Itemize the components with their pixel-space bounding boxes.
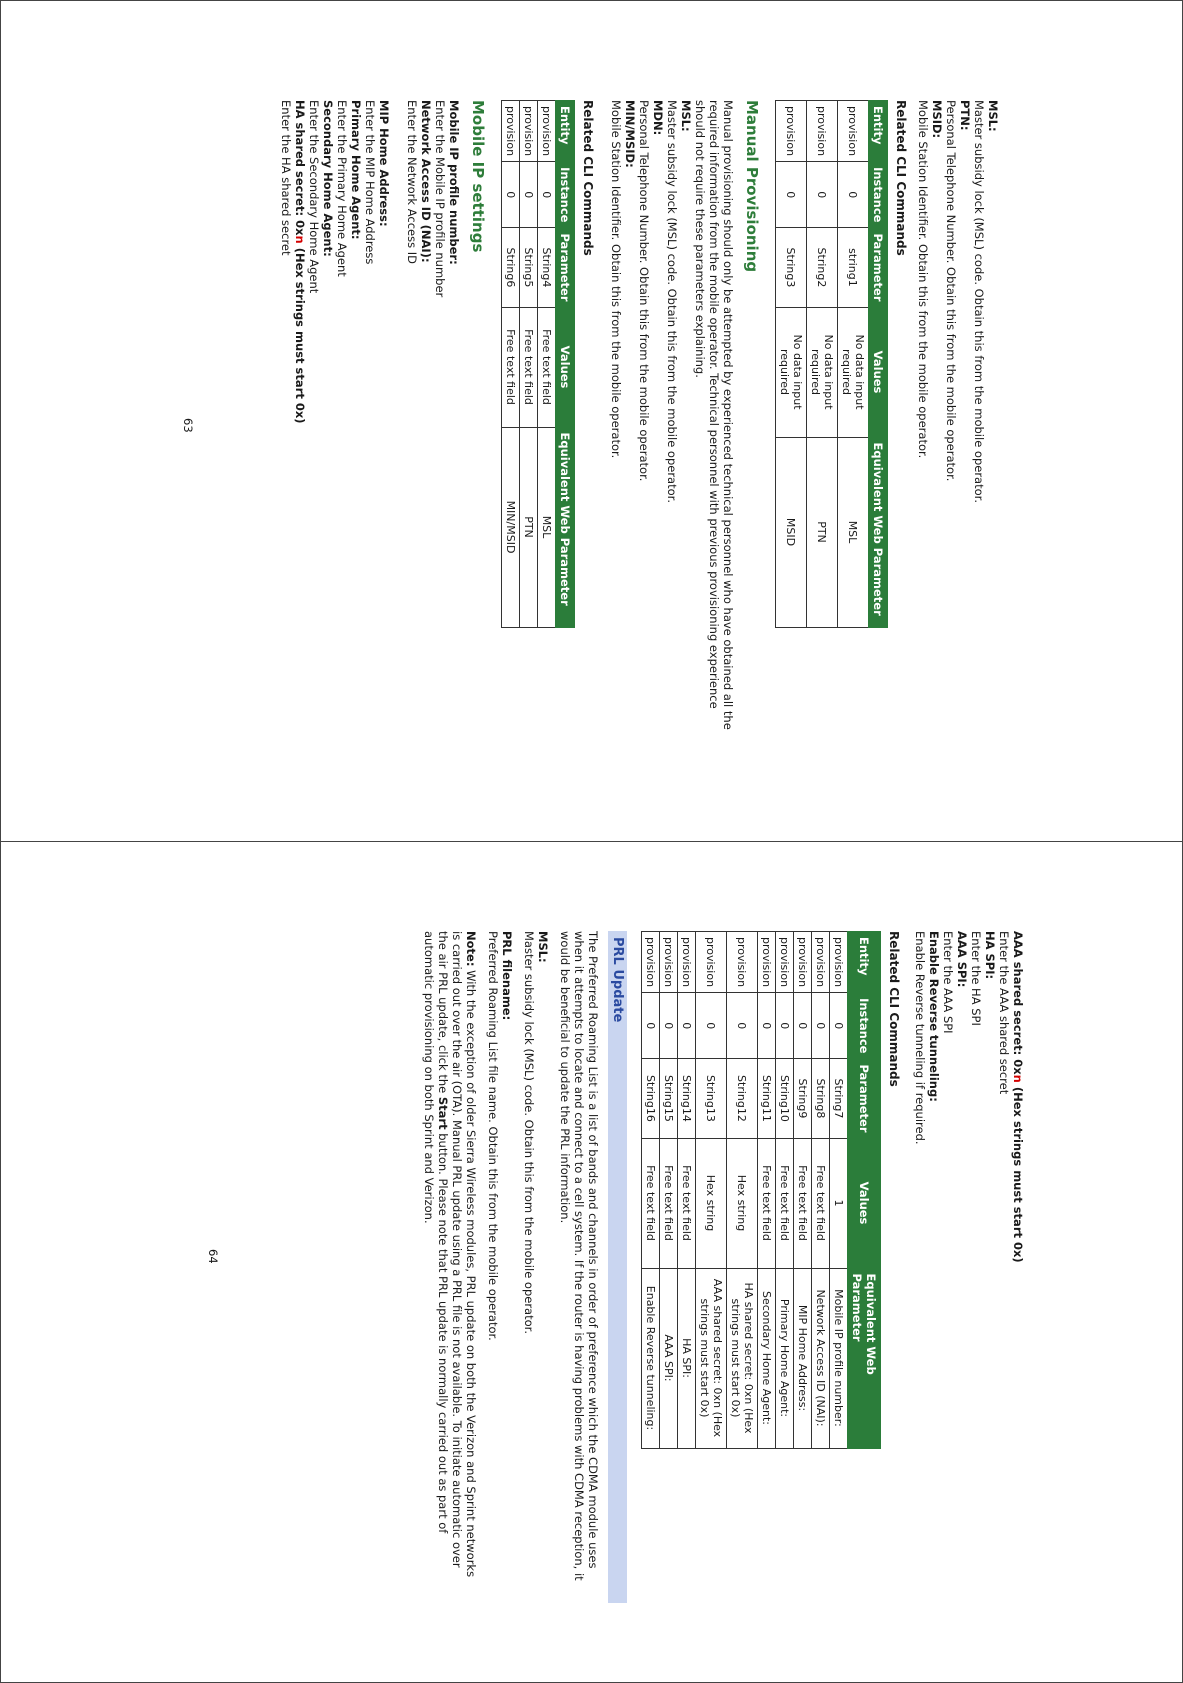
aaa-shared-secret-text: Enter the AAA shared secret: [997, 931, 1011, 1095]
cli-heading-3: Related CLI Commands: [887, 931, 901, 1087]
msl2-label: MSL:: [679, 100, 693, 132]
ha-shared-secret-label: HA shared secret: 0xn (Hex strings must start 0x): [293, 100, 307, 424]
msl2-text: Master subsidy lock (MSL) code. Obtain this from the mobile operator.: [665, 100, 679, 503]
note-paragraph: Note: With the exception of older Sierra Wireless modules, PRL update on both the Verizon and Sprint networks is carried out over the air (OTA). Manual PRL update using a PRL file is not available. To initiate automatic over the air PRL update, click the Start button. Please note that PRL update is normally carried out as part of automatic provisioning on both Sprint and Verizon.: [422, 931, 478, 1578]
msl-text: Master subsidy lock (MSL) code. Obtain this from the mobile operator.: [972, 100, 986, 503]
table-row: provision 0 string1 No data input required MSL: [838, 101, 869, 628]
mip-profile-text: Enter the Mobile IP profile number: [433, 100, 447, 298]
page-divider: [0, 841, 1183, 842]
mdn-text: Personal Telephone Number. Obtain this from the mobile operator.: [637, 100, 651, 482]
cli-table-3: [641, 931, 881, 1449]
ptn-text: Personal Telephone Number. Obtain this from the mobile operator.: [944, 100, 958, 482]
table-header: Parameter: [869, 228, 888, 307]
nai-label: Network Access ID (NAI):: [419, 100, 433, 263]
ha-shared-secret-text: Enter the HA shared secret: [279, 100, 293, 256]
manual-provisioning-text: Manual provisioning should only be attempted by experienced technical personnel who have obtained all the required information from the mobile operator. Technical personnel with previous provisioning experience should not require these parameters explaining.: [693, 100, 735, 730]
ha-spi-text: Enter the HA SPI: [969, 931, 983, 1026]
page-64: [125, 931, 1025, 1611]
aaa-shared-secret-label: AAA shared secret: 0xn (Hex strings must start 0x): [1011, 931, 1025, 1263]
table-row: provision 0 String11 Free text field Secondary Home Agent:: [758, 932, 776, 1449]
table-header: Values: [556, 307, 575, 427]
table-row: provision 0 String15 Free text field AAA SPI:: [660, 932, 678, 1449]
table-header: Parameter: [556, 228, 575, 307]
table-row: provision 0 String10 Free text field Primary Home Agent:: [776, 932, 794, 1449]
min-msid-text: Mobile Station Identifier. Obtain this from the mobile operator.: [609, 100, 623, 459]
table-row: provision 0 String6 Free text field MIN/MSID: [502, 101, 520, 628]
secondary-home-agent-label: Secondary Home Agent:: [321, 100, 335, 257]
cli-heading-1: Related CLI Commands: [894, 100, 908, 256]
prl-filename-text: Preferred Roaming List file name. Obtain this from the mobile operator.: [486, 931, 500, 1341]
table-header: Equivalent Web Parameter: [848, 1268, 881, 1448]
table-row: provision 0 String3 No data input required MSID: [776, 101, 807, 628]
secondary-home-agent-text: Enter the Secondary Home Agent: [307, 100, 321, 294]
cli-table-2: [501, 100, 575, 628]
mip-home-address-text: Enter the MIP Home Address: [363, 100, 377, 265]
table-header: Entity: [848, 932, 881, 993]
primary-home-agent-text: Enter the Primary Home Agent: [335, 100, 349, 277]
mip-home-address-label: MIP Home Address:: [377, 100, 391, 227]
cli-table-1: [775, 100, 888, 628]
msl-text: Master subsidy lock (MSL) code. Obtain this from the mobile operator.: [522, 931, 536, 1334]
msid-text: Mobile Station Identifier. Obtain this from the mobile operator.: [916, 100, 930, 459]
table-header: Parameter: [848, 1059, 881, 1138]
table-header: Entity: [556, 101, 575, 162]
table-row: provision 0 String14 Free text field HA SPI:: [678, 932, 696, 1449]
table-header: Equivalent Web Parameter: [556, 427, 575, 627]
manual-provisioning-heading: Manual Provisioning: [743, 100, 761, 273]
aaa-spi-text: Enter the AAA SPI: [941, 931, 955, 1034]
table-row: provision 0 String4 Free text field MSL: [538, 101, 556, 628]
table-row: provision 0 String8 Free text field Network Access ID (NAI):: [812, 932, 830, 1449]
nai-text: Enter the Network Access ID: [405, 100, 419, 264]
mobile-ip-heading: Mobile IP settings: [469, 100, 487, 253]
cli-heading-2: Related CLI Commands: [581, 100, 595, 256]
min-msid-label: MIN/MSID:: [623, 100, 637, 168]
reverse-tunneling-label: Enable Reverse tunneling:: [927, 931, 941, 1102]
msl-label: MSL:: [536, 931, 550, 963]
msl-label: MSL:: [986, 100, 1000, 132]
mdn-label: MDN:: [651, 100, 665, 136]
msid-label: MSID:: [930, 100, 944, 139]
prl-filename-label: PRL filename:: [500, 931, 514, 1021]
mip-profile-label: Mobile IP profile number:: [447, 100, 461, 265]
table-row: provision 0 String7 1 Mobile IP profile number:: [830, 932, 848, 1449]
table-header: Instance: [848, 993, 881, 1059]
table-row: provision 0 String5 Free text field PTN: [520, 101, 538, 628]
page-number: 63: [181, 418, 195, 433]
table-row: provision 0 String9 Free text field MIP Home Address:: [794, 932, 812, 1449]
table-header: Equivalent Web Parameter: [869, 437, 888, 627]
aaa-spi-label: AAA SPI:: [955, 931, 969, 988]
primary-home-agent-label: Primary Home Agent:: [349, 100, 363, 240]
table-row: provision 0 String13 Hex string AAA shared secret: 0xn (Hex strings must start 0x): [696, 932, 727, 1449]
reverse-tunneling-text: Enable Reverse tunneling if required.: [913, 931, 927, 1145]
table-header: Instance: [869, 162, 888, 228]
start-word: Start: [436, 1096, 450, 1130]
table-header: Values: [848, 1138, 881, 1268]
prl-update-heading: PRL Update: [608, 931, 627, 1603]
table-row: provision 0 String12 Hex string HA shared secret: 0xn (Hex strings must start 0x): [727, 932, 758, 1449]
table-header: Values: [869, 307, 888, 437]
table-row: provision 0 String2 No data input required PTN: [807, 101, 838, 628]
ha-spi-label: HA SPI:: [983, 931, 997, 980]
page-63: [100, 100, 1000, 780]
note-label: Note:: [464, 931, 478, 967]
prl-update-text: The Preferred Roaming List is a list of bands and channels in order of preference which the CDMA module uses when it attempts to locate and connect to a cell system. If the router is having problems with CDMA reception, it would be beneficial to update the PRL information.: [558, 931, 600, 1581]
ptn-label: PTN:: [958, 100, 972, 131]
table-header: Entity: [869, 101, 888, 162]
table-header: Instance: [556, 162, 575, 228]
page-number: 64: [206, 1249, 220, 1264]
table-row: provision 0 String16 Free text field Enable Reverse tunneling:: [642, 932, 660, 1449]
